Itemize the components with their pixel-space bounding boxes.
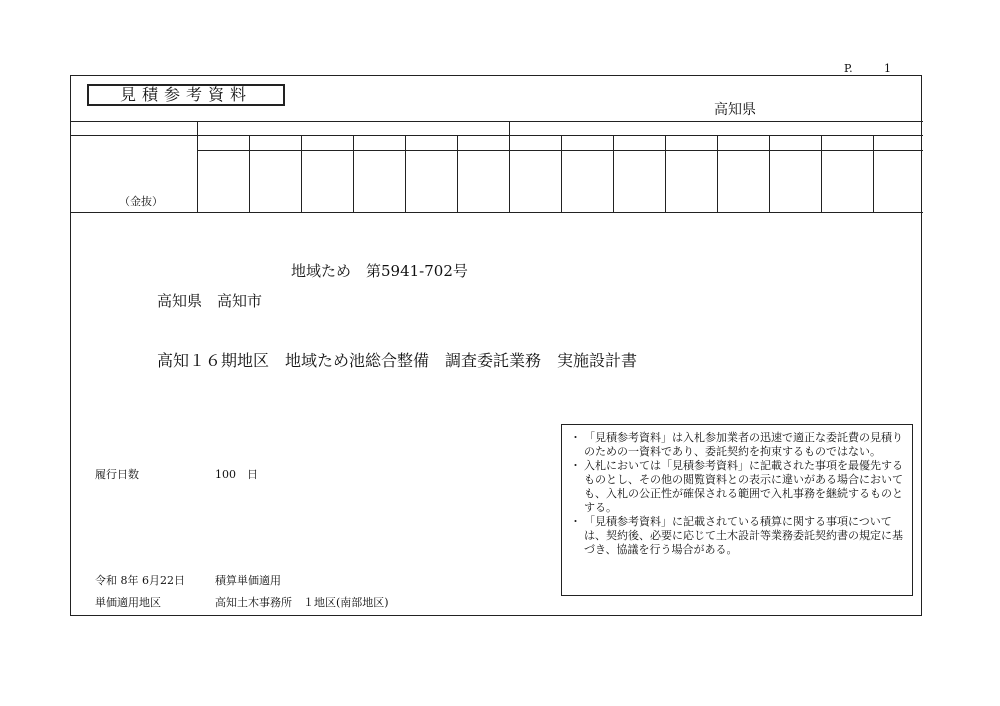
note-text: 「見積参考資料」は入札参加業者の迅速で適正な委託費の見積りのための一資料であり、委託契約を拘束するものではない。 bbox=[584, 431, 903, 458]
table-divider-mid bbox=[509, 121, 510, 212]
note-item bbox=[570, 459, 904, 515]
table-cell-line bbox=[613, 135, 614, 212]
amount-table bbox=[71, 121, 923, 213]
page-number bbox=[844, 62, 894, 75]
bid-amount-note: （金抜） bbox=[119, 195, 163, 208]
contract-number: 地域ため 第5941-702号 bbox=[291, 262, 468, 280]
date-value: 積算単価適用 bbox=[215, 574, 281, 587]
note-text: 「見積参考資料」に記載されている積算に関する事項については、契約後、必要に応じて土木設計等業務委託契約書の規定に基づき、協議を行う場合がある。 bbox=[584, 515, 903, 556]
table-cell-line bbox=[821, 135, 822, 212]
table-cell-line bbox=[249, 135, 250, 212]
table-cell-line bbox=[301, 135, 302, 212]
table-cell-line bbox=[561, 135, 562, 212]
table-cell-line bbox=[873, 135, 874, 212]
project-location: 高知県 高知市 bbox=[157, 292, 263, 310]
notes-box bbox=[561, 424, 913, 596]
bullet-icon: ・ bbox=[570, 515, 581, 528]
duration-value: 100 日 bbox=[215, 468, 258, 481]
table-cell-line bbox=[769, 135, 770, 212]
page-prefix: P. bbox=[844, 62, 853, 75]
page-number-value: 1 bbox=[884, 62, 891, 75]
duration-label: 履行日数 bbox=[95, 468, 139, 481]
table-cell-line bbox=[353, 135, 354, 212]
region-value: 高知土木事務所 １地区(南部地区) bbox=[215, 596, 389, 609]
table-line-2 bbox=[71, 135, 923, 136]
note-item bbox=[570, 515, 904, 557]
prefecture-name: 高知県 bbox=[714, 102, 756, 118]
table-cell-line bbox=[665, 135, 666, 212]
project-title: 高知１６期地区 地域ため池総合整備 調査委託業務 実施設計書 bbox=[157, 351, 638, 370]
bullet-icon: ・ bbox=[570, 431, 581, 444]
table-divider-left bbox=[197, 121, 198, 212]
bullet-icon: ・ bbox=[570, 459, 581, 472]
table-cell-line bbox=[457, 135, 458, 212]
table-cell-line bbox=[717, 135, 718, 212]
date-label: 令和 8年 6月22日 bbox=[95, 574, 185, 587]
note-text: 入札においては「見積参考資料」に記載された事項を最優先するものとし、その他の閲覧資料との表示に違いがある場合においても、入札の公正性が確保される範囲で入札事務を継続するものとする。 bbox=[584, 459, 903, 514]
region-label: 単価適用地区 bbox=[95, 596, 161, 609]
table-cell-line bbox=[405, 135, 406, 212]
document-title: 見積参考資料 bbox=[87, 84, 285, 106]
note-item bbox=[570, 431, 904, 459]
document-frame bbox=[70, 75, 922, 616]
table-top-line bbox=[71, 121, 923, 122]
table-line-3 bbox=[197, 150, 923, 151]
